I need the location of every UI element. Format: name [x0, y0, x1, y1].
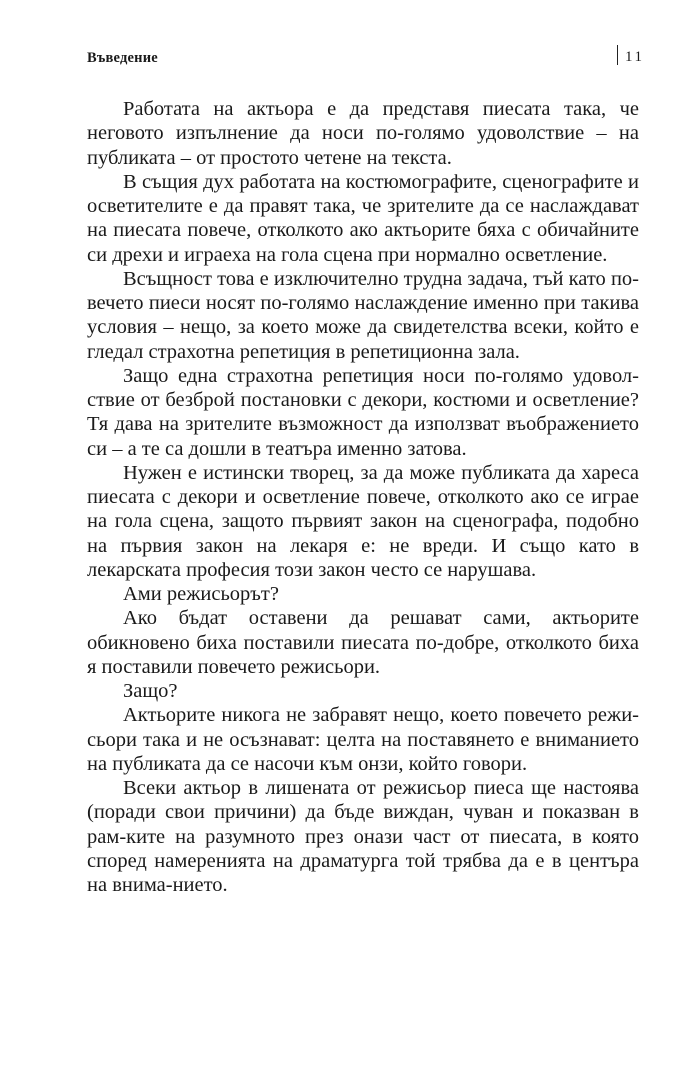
- paragraph: Защо една страхотна репетиция носи по-голямо удовол-ствие от безброй постановки с декори, костюми и осветление? Тя дава на зрителите възможност да използват въображението си – а те са дошли в театъра именно затова.: [87, 364, 639, 460]
- paragraph: Всеки актьор в лишената от режисьор пиеса ще настоява (поради свои причини) да бъде виждан, чуван и показван в рам-ките на разумното през онази част от пиесата, в която според намеренията на драматурга той трябва да е в центъра на внима-нието.: [87, 777, 639, 896]
- body-text: [87, 97, 639, 897]
- paragraph: Нужен е истински творец, за да може публиката да хареса пиесата с декори и осветление повече, отколкото ако се играе на гола сцена, защото първият закон на сценографа, подобно на първия закон на лекаря е: не вреди. И също като в лекарската професия този закон често се нарушава.: [87, 461, 639, 581]
- paragraph: Защо?: [123, 680, 178, 702]
- page-number: 11: [625, 49, 645, 65]
- paragraph: В същия дух работата на костюмографите, сценографите и осветителите е да правят така, че зрителите да се наслаждават на пиесата повече, отколкото ако актьорите бяха с обичайните си дрехи и играеха на гола сцена при нормално осветление.: [87, 170, 639, 266]
- paragraph: Ами режисьорът?: [123, 583, 279, 605]
- running-head-section-title: Въведение: [87, 50, 158, 66]
- paragraph: Актьорите никога не забравят нещо, което повечето режи-сьори така и не осъзнават: целта на поставянето е вниманието на публиката да се насочи към онзи, който говори.: [87, 704, 639, 775]
- folio-divider: [617, 45, 618, 65]
- paragraph: Ако бъдат оставени да решават сами, актьорите обикновено биха поставили пиесата по-добре, отколкото биха я поставили повечето режисьори.: [87, 607, 639, 678]
- paragraph: Всъщност това е изключително трудна задача, тъй като по-вечето пиеси носят по-голямо наслаждение именно при такива условия – нещо, за което може да свидетелства всеки, който е гледал страхотна репетиция в репетиционна зала.: [87, 267, 639, 363]
- paragraph: Работата на актьора е да представя пиесата така, че неговото изпълнение да носи по-голямо удоволствие – на публиката – от простото четене на текста.: [87, 98, 639, 169]
